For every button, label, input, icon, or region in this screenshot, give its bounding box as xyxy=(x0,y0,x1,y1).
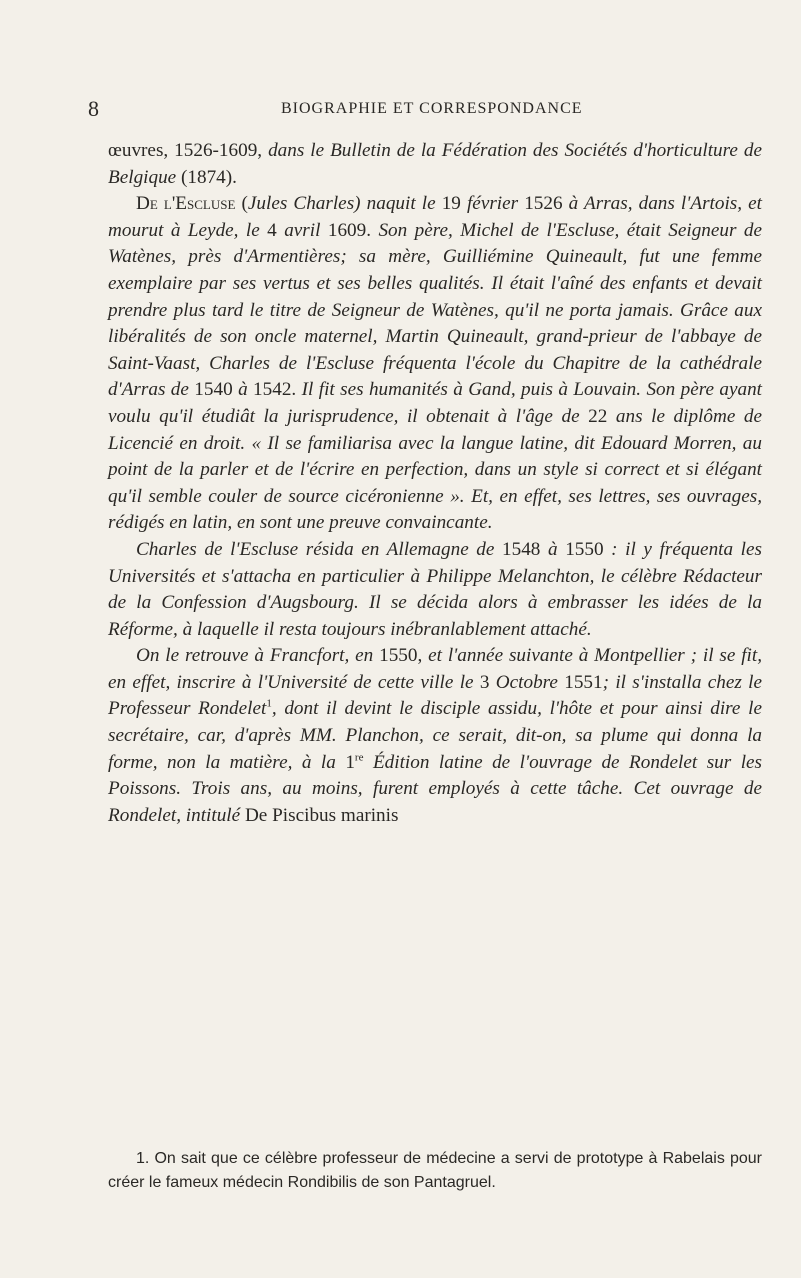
text-run-italic: Octobre xyxy=(495,671,558,693)
text-run: 1540 xyxy=(188,379,239,401)
text-run: 1550, xyxy=(373,645,429,667)
paragraph-1 xyxy=(108,138,762,191)
text-run: 1609. xyxy=(320,219,379,241)
text-run: 1542. xyxy=(247,379,302,401)
text-run-italic: , dont il devint le disciple assidu, l'hôte et pour ainsi dire le secrétaire, car, d'après MM. Planchon, ce serait, dit-on, sa plume qui donna la forme, non la matière, à la xyxy=(108,698,762,773)
footnote-marker: 1 xyxy=(266,698,272,711)
text-run-italic: On le retrouve à Francfort, en xyxy=(136,645,374,667)
text-run: 22 xyxy=(579,405,616,427)
paragraph-3 xyxy=(108,537,762,643)
text-run-italic: ; il s'installa chez le Professeur Rondelet xyxy=(108,671,763,720)
footnote-text: 1. On sait que ce célèbre professeur de médecine a servi de prototype à Rabelais pour créer le fameux médecin Rondibilis de son Pantagruel. xyxy=(108,1150,762,1191)
text-run: 1548 xyxy=(494,538,548,560)
text-run: 19 xyxy=(435,193,467,215)
paragraph-2 xyxy=(108,191,762,537)
text-run-italic: Jules Charles) naquit le xyxy=(247,193,436,215)
text-run: De Piscibus marinis xyxy=(244,804,399,826)
text-run-italic: dans le Bulletin de la Fédération des Sociétés d'horticulture de Belgique xyxy=(108,140,762,188)
text-run-italic: avril xyxy=(284,219,321,241)
text-run: (1874). xyxy=(176,166,237,188)
text-run-smallcaps: De l'Escluse xyxy=(136,193,236,215)
running-title: BIOGRAPHIE ET CORRESPONDANCE xyxy=(281,100,583,117)
body-text xyxy=(108,138,762,829)
text-run: 4 xyxy=(259,219,285,241)
text-run-italic: Édition latine de l'ouvrage de Rondelet sur les Poissons. Trois ans, au moins, furent employés à cette tâche. Cet ouvrage de Rondelet, intitulé xyxy=(108,751,763,826)
text-run-italic: à xyxy=(548,538,558,560)
paragraph-4 xyxy=(108,643,762,829)
page-header xyxy=(88,96,801,120)
text-run-italic: à Arras, dans l'Artois, et mourut à Leyde, le xyxy=(108,193,763,241)
text-run-italic: ans le diplôme de Licencié en droit. « Il se familiarisa avec la langue latine, dit Edouard Morren, au point de la parler et de l'écrire en perfection, dans un style si correct et si élégant qu'il semble couler de source cicéronienne ». Et, en effet, ses lettres, ses ouvrages, rédigés en latin, en sont une preuve convaincante. xyxy=(108,405,763,534)
text-run: 1526 xyxy=(518,193,569,215)
text-run-italic: et l'année suivante à Montpellier ; il se fit, en effet, inscrire à l'Université de cette ville le xyxy=(108,645,763,693)
ordinal-superscript: re xyxy=(354,751,364,764)
text-run: 1550 xyxy=(557,538,604,560)
footnote xyxy=(108,1147,762,1195)
text-run: 1 xyxy=(335,751,355,773)
text-run-italic: Charles de l'Escluse résida en Allemagne de xyxy=(136,538,495,560)
text-run-italic: Il fit ses humanités à Gand, puis à Louvain. Son père ayant voulu qu'il étudiât la jurisprudence, il obtenait à l'âge de xyxy=(108,379,763,427)
text-run-italic: : il y fréquenta les Universités et s'attacha en particulier à Philippe Melanchton, le célèbre Rédacteur de la Confession d'Augsbourg. Il se décida alors à embrasser les idées de la Réforme, à laquelle il resta toujours inébranlablement attaché. xyxy=(108,538,762,640)
text-run-italic: Son père, Michel de l'Escluse, était Seigneur de Watènes, près d'Armentières; sa mère, Guilliémine Quineault, fut une femme exemplaire par ses vertus et ses belles qualités. Il était l'aîné des enfants et devait prendre plus tard le titre de Seigneur de Watènes, qu'il ne porta jamais. Grâce aux libéralités de son oncle maternel, Martin Quineault, grand-prieur de l'abbaye de Saint-Vaast, Charles de l'Escluse fréquenta l'école du Chapitre de la cathédrale d'Arras de xyxy=(108,219,762,401)
text-run: 1551 xyxy=(557,671,603,693)
page-number: 8 xyxy=(88,96,99,121)
text-run-italic: février xyxy=(466,193,519,215)
text-run: ( xyxy=(235,193,248,215)
text-run-italic: à xyxy=(238,379,248,401)
text-run: œuvres, 1526-1609, xyxy=(108,140,269,161)
text-run: 3 xyxy=(473,671,496,693)
